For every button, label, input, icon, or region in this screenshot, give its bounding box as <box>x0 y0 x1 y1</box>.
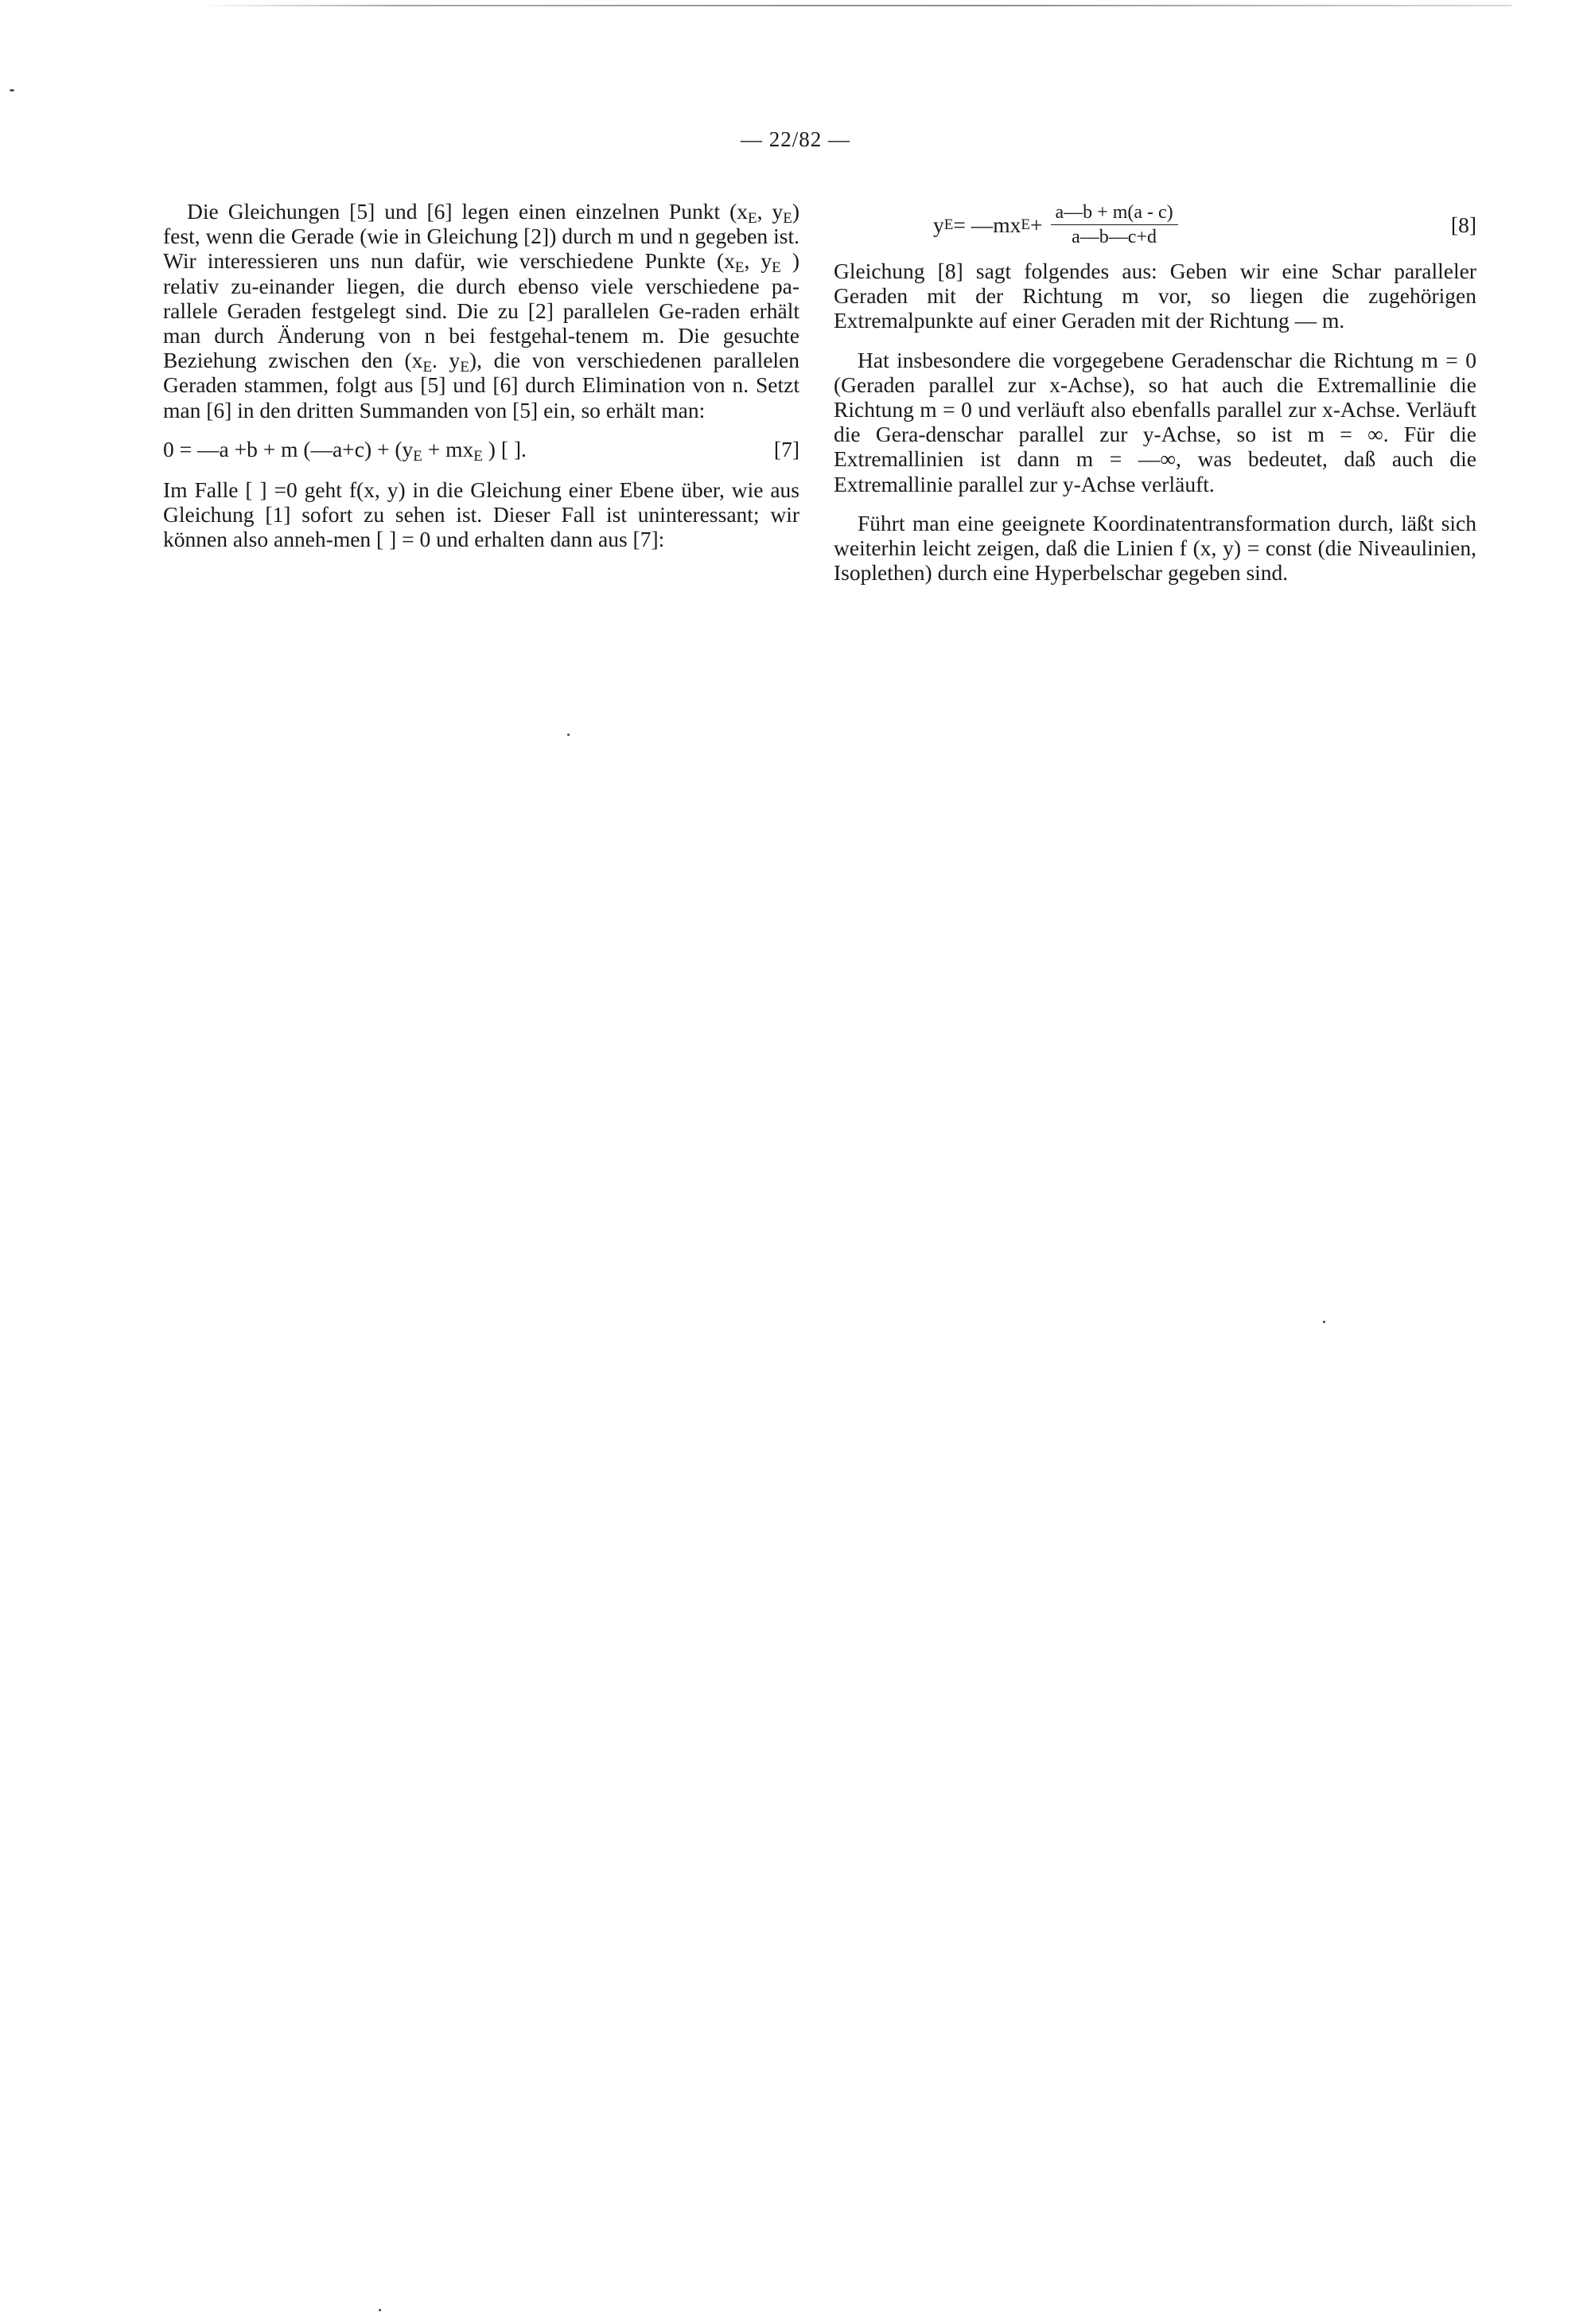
scan-artifact-line <box>199 5 1511 6</box>
paragraph-points: Die Gleichungen [5] und [6] legen einen einzelnen Punkt ($x_E$, $y_E$) fest, wenn die Gerade (wie in Gleichung [2]) durch m und n gegeben ist. Wir interessieren uns nun dafür, wie verschiedene Punkte ($x_E$, $y_E$ ) relativ zu-einander liegen, die durch ebenso viele verschiedene pa-rallele Geraden festgelegt sind. Die zu [2] parallelen Ge-raden erhält man durch Änderung von n bei festgehal-tenem m. Die gesuchte Beziehung zwischen den ($x_E$. $y_E$), die von verschiedenen parallelen Geraden stammen, folgt aus [5] und [6] durch Elimination von n. Setzt man [6] in den dritten Summanden von [5] ein, so erhält man: <box>163 199 800 422</box>
paragraph-direction: Hat insbesondere die vorgegebene Geradenschar die Richtung m = 0 (Geraden parallel zur x-Achse), so hat auch die Extremallinie die Richtung m = 0 und verläuft also ebenfalls parallel zur x-Achse. Verläuft die Gera-denschar parallel zur y-Achse, so ist m = ∞. Für die Extremallinien ist dann m = —∞, was bedeutet, daß auch die Extremallinie parallel zur y-Achse verläuft. <box>834 347 1476 496</box>
fraction-denominator: a—b—c+d <box>1072 227 1157 247</box>
equation-7 <box>163 436 799 465</box>
scan-speck <box>1323 1321 1325 1323</box>
scan-speck <box>379 2309 381 2311</box>
page-number: — 22/82 — <box>740 127 850 151</box>
equation-7-body: 0 = —a +b + m (—a+c) + ($y_E + mx_E$ ) [ ]. <box>163 436 527 465</box>
equation-7-label: [7] <box>773 436 799 461</box>
scan-speck <box>10 89 14 91</box>
fraction-numerator: a—b + m(a - c) <box>1051 202 1178 225</box>
paragraph-transformation: Führt man eine geeignete Koordinatentransformation durch, läßt sich weiterhin leicht zeigen, daß die Linien f (x, y) = const (die Niveaulinien, Isoplethen) durch eine Hyperbelschar gegeben sind. <box>834 510 1476 586</box>
left-column <box>163 199 799 566</box>
paragraph-extremal-points: Gleichung [8] sagt folgendes aus: Geben wir eine Schar paralleler Geraden mit der Richtung m vor, so liegen die zugehörigen Extremalpunkte auf einer Geraden mit der Richtung — m. <box>834 259 1476 333</box>
equation-8-body: y E = —mx E + $\frac{a—b + m(a - c)}{a—b—c+d}$ <box>933 202 1178 247</box>
equation-8-label: [8] <box>1450 212 1476 237</box>
right-column <box>834 199 1476 599</box>
paragraph-plane-case: Im Falle [ ] =0 geht f(x, y) in die Gleichung einer Ebene über, wie aus Gleichung [1] sofort zu sehen ist. Dieser Fall ist uninteressant; wir können also anneh-men [ ] = 0 und erhalten dann aus [7]: <box>163 477 799 552</box>
equation-8-fraction <box>1051 202 1178 247</box>
scan-speck <box>567 734 570 736</box>
equation-8 <box>834 202 1476 247</box>
